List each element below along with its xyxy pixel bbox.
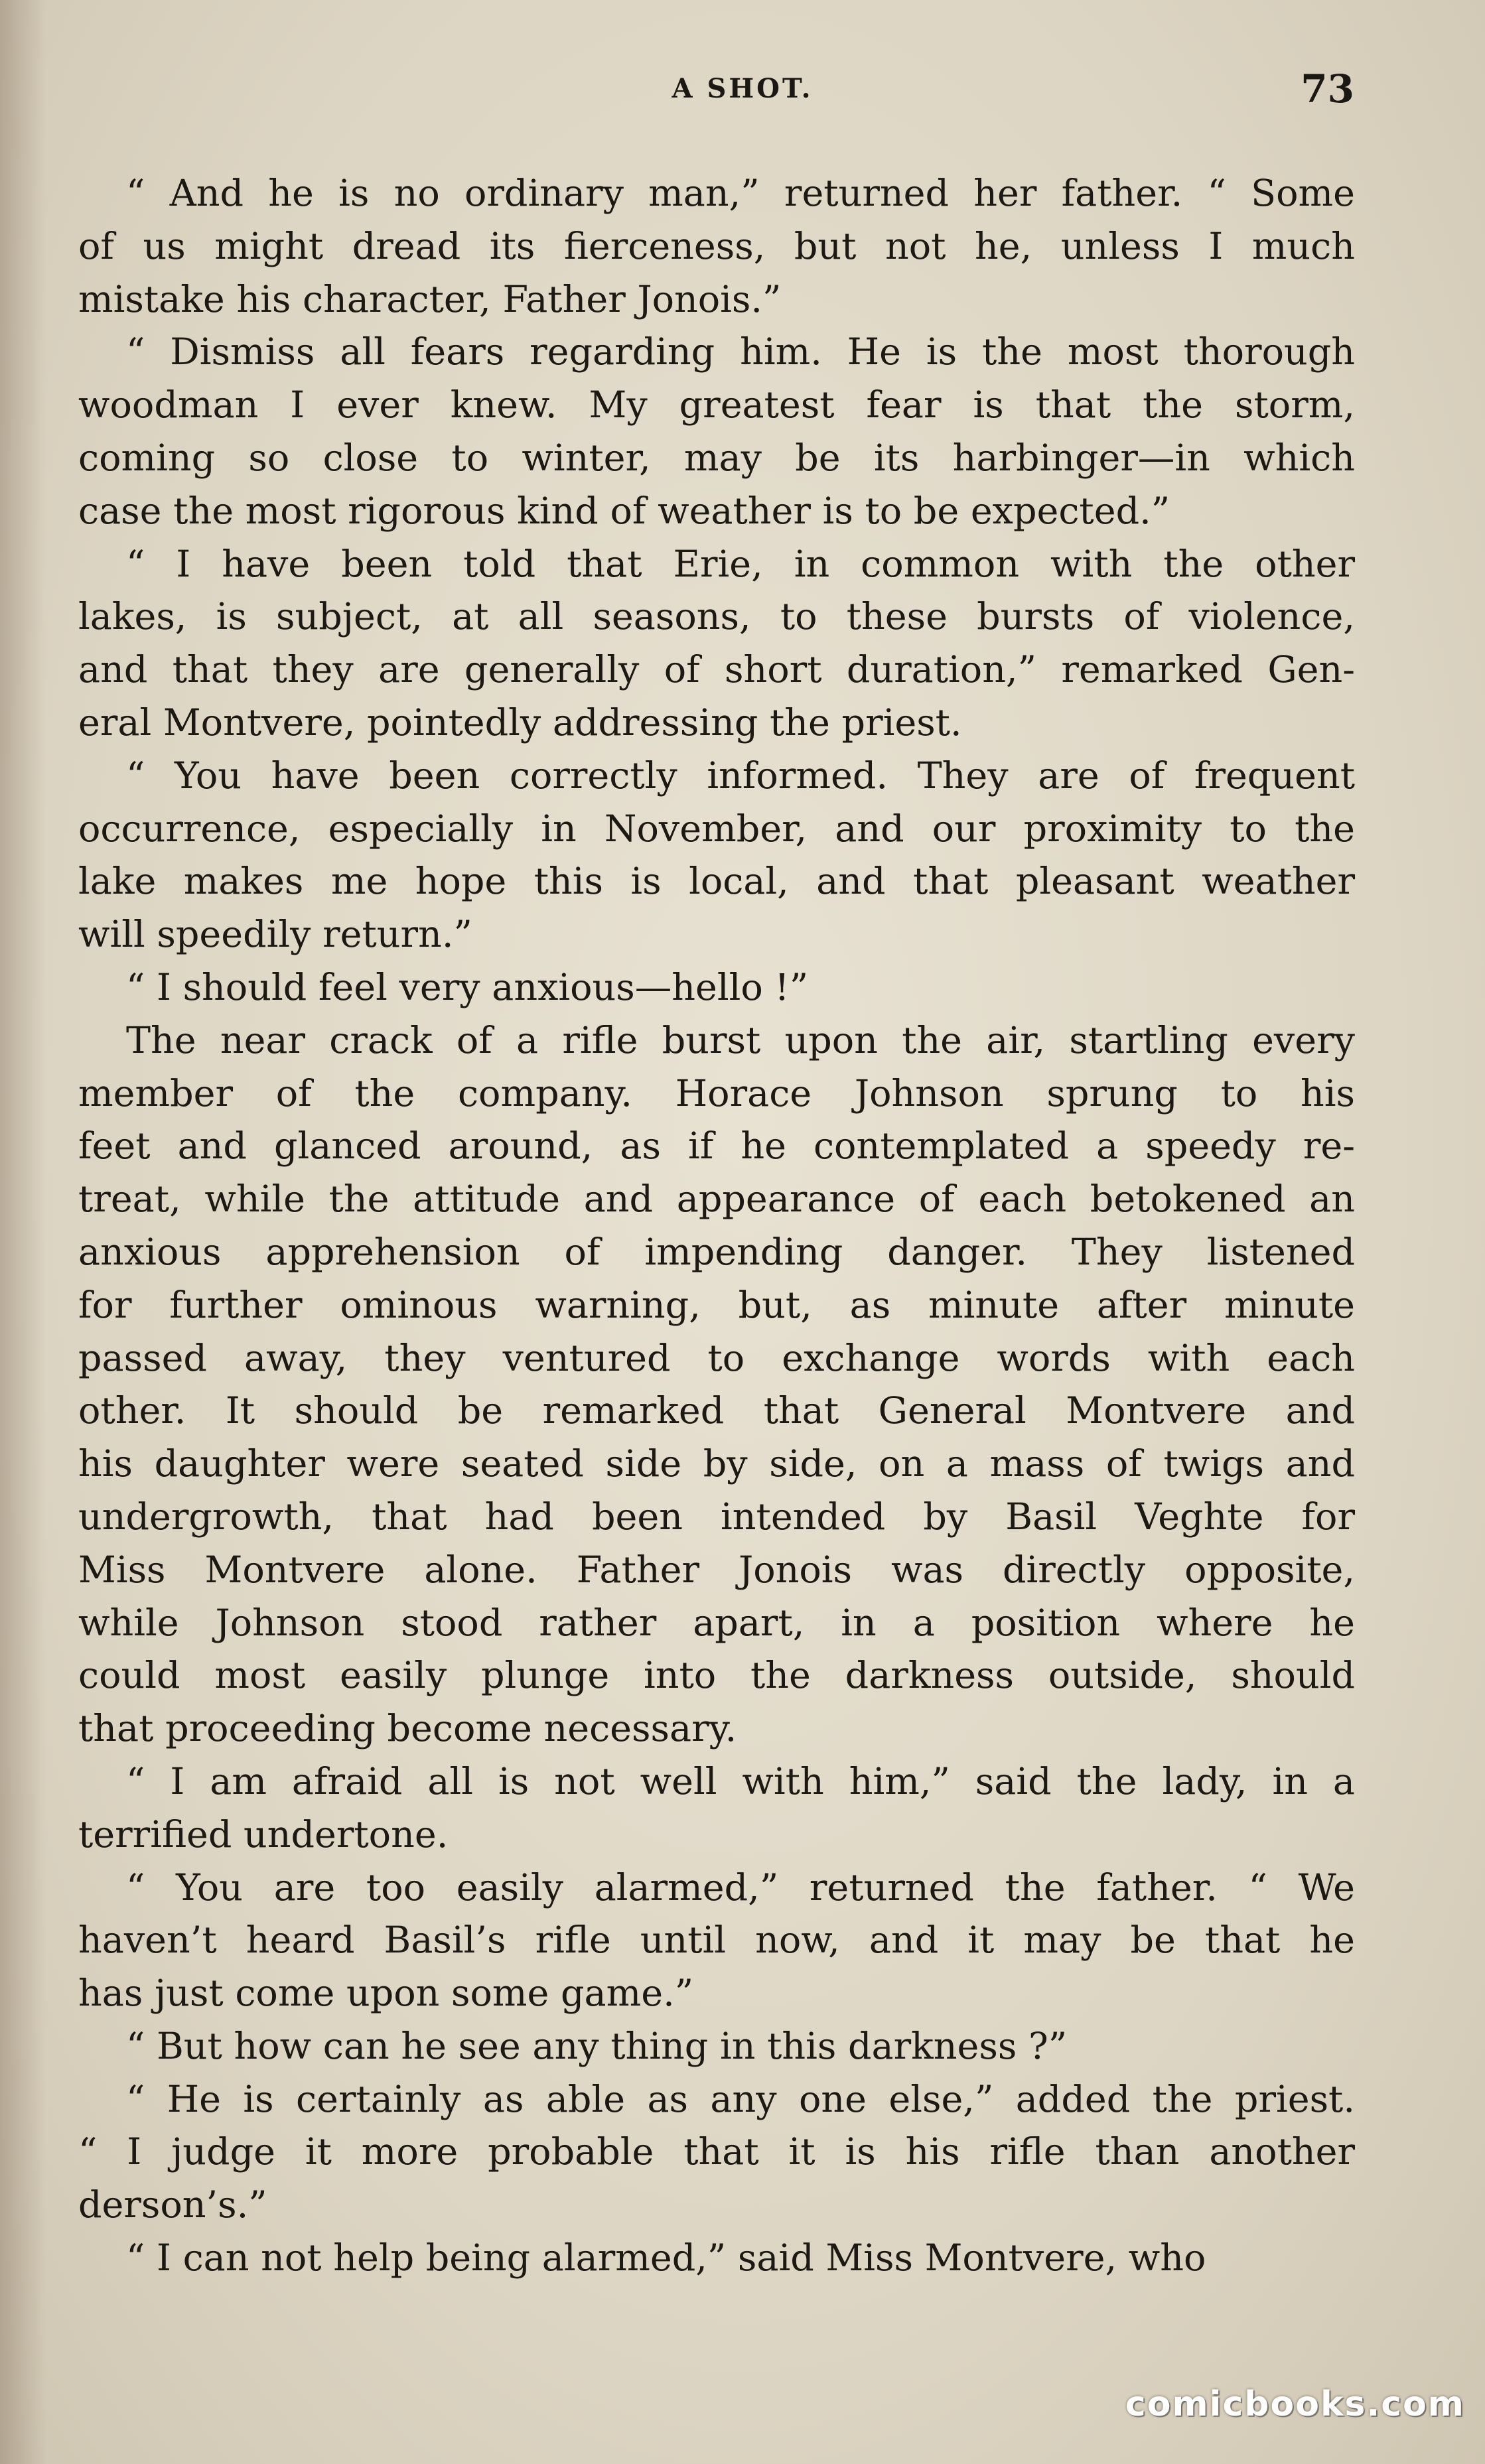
text-line: treat, while the attitude and appearance of each betokened an — [78, 1178, 1355, 1221]
text-line: “ And he is no ordinary man,” returned her father. “ Some — [126, 172, 1355, 215]
text-line: “ You are too easily alarmed,” returned the father. “ We — [126, 1866, 1355, 1909]
text-line: woodman I ever knew. My greatest fear is that the storm, — [78, 383, 1355, 427]
text-line: eral Montvere, pointedly addressing the priest. — [78, 701, 962, 744]
text-line: “ I am afraid all is not well with him,” said the lady, in a — [126, 1759, 1355, 1803]
text-line: case the most rigorous kind of weather is to be expected.” — [78, 489, 1170, 533]
text-line: terrified undertone. — [78, 1813, 449, 1856]
text-line: other. It should be remarked that General Montvere and — [78, 1389, 1355, 1433]
paragraph — [78, 2020, 1355, 2073]
paragraph — [78, 1755, 1355, 1862]
text-line: has just come upon some game.” — [78, 1972, 694, 2016]
paragraph — [78, 167, 1355, 326]
text-line: “ But how can he see any thing in this darkness ?” — [126, 2024, 1068, 2068]
text-line: “ You have been correctly informed. They are of frequent — [126, 754, 1355, 797]
text-line: lakes, is subject, at all seasons, to these bursts of violence, — [78, 595, 1355, 639]
text-line: derson’s.” — [78, 2183, 267, 2227]
text-line: The near crack of a rifle burst upon the air, startling every — [126, 1018, 1355, 1062]
paragraph — [78, 1014, 1355, 1755]
text-line: “ He is certainly as able as any one else,” added the priest. — [126, 2077, 1355, 2121]
paragraph — [78, 2232, 1355, 2285]
page-number: 73 — [1301, 66, 1354, 111]
text-line: occurrence, especially in November, and our proximity to the — [78, 807, 1355, 851]
paragraph — [78, 961, 1355, 1014]
text-line: and that they are generally of short duration,” remarked Gen- — [78, 648, 1355, 692]
text-line: “ I should feel very anxious—hello !” — [126, 965, 809, 1009]
text-line: haven’t heard Basil’s rifle until now, and it may be that he — [78, 1919, 1355, 1962]
text-line: member of the company. Horace Johnson sprung to his — [78, 1071, 1355, 1115]
text-line: undergrowth, that had been intended by Basil Veghte for — [78, 1495, 1355, 1539]
text-line: Miss Montvere alone. Father Jonois was directly opposite, — [78, 1548, 1355, 1592]
text-line: anxious apprehension of impending danger. They listened — [78, 1230, 1355, 1274]
paragraph — [78, 326, 1355, 537]
text-line: lake makes me hope this is local, and that pleasant weather — [78, 860, 1355, 904]
text-line: will speedily return.” — [78, 913, 472, 957]
paragraph — [78, 2073, 1355, 2232]
text-line: of us might dread its fierceness, but not he, unless I much — [78, 224, 1355, 268]
text-line: “ I can not help being alarmed,” said Miss Montvere, who — [126, 2236, 1206, 2280]
text-line: “ Dismiss all fears regarding him. He is the most thorough — [126, 330, 1355, 374]
text-line: his daughter were seated side by side, on a mass of twigs and — [78, 1442, 1355, 1486]
text-line: could most easily plunge into the darkness outside, should — [78, 1654, 1355, 1698]
text-line: that proceeding become necessary. — [78, 1707, 737, 1751]
text-line: “ I judge it more probable that it is his rifle than another — [78, 2130, 1355, 2174]
watermark: comicbooks.com — [1125, 2384, 1465, 2424]
paragraph — [78, 750, 1355, 961]
text-line: feet and glanced around, as if he contemplated a speedy re- — [78, 1125, 1355, 1168]
text-line: mistake his character, Father Jonois.” — [78, 277, 782, 321]
spine-shadow — [0, 0, 46, 2464]
running-head — [0, 66, 1485, 126]
text-line: while Johnson stood rather apart, in a position where he — [78, 1601, 1355, 1645]
text-line: passed away, they ventured to exchange words with each — [78, 1336, 1355, 1380]
paragraph — [78, 538, 1355, 750]
paragraph — [78, 1862, 1355, 2020]
text-line: for further ominous warning, but, as minute after minute — [78, 1283, 1355, 1327]
running-title: A SHOT. — [672, 73, 813, 104]
text-line: coming so close to winter, may be its harbinger—in which — [78, 436, 1355, 480]
body-text — [78, 167, 1355, 2285]
text-line: “ I have been told that Erie, in common with the other — [126, 542, 1355, 586]
